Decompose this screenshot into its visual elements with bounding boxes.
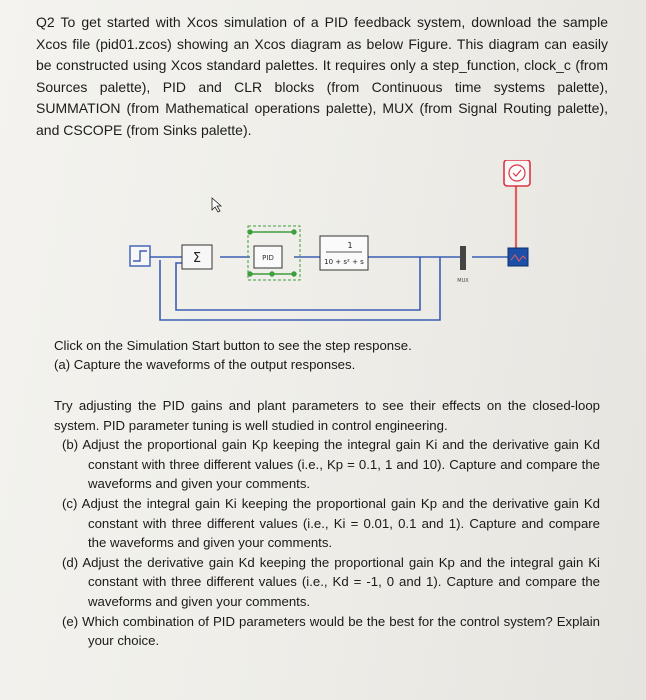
question-paragraph: Q2 To get started with Xcos simulation of a PID feedback system, download the sample Xcos file (pid01.zcos) showing an Xcos diagram as below Figure. This diagram can easily be constructed using Xcos standard palettes. It requires only a step_function, clock_c (from Sources palette), PID and CLR blocks (from Continuous time systems palette), SUMMATION (from Mathematical operations palette), MUX (from Signal Routing palette), and CSCOPE (from Sinks palette). bbox=[36, 14, 608, 138]
svg-text:1: 1 bbox=[347, 241, 353, 250]
tuning-intro: Try adjusting the PID gains and plant parameters to see their effects on the closed-loop system. PID parameter tuning is well studied in control engineering. bbox=[54, 398, 600, 433]
part-e: (e) Which combination of PID parameters would be the best for the control system? Explain your choice. bbox=[62, 613, 600, 649]
svg-text:Σ: Σ bbox=[192, 251, 202, 266]
xcos-diagram bbox=[120, 160, 540, 335]
svg-text:10 + s² + s: 10 + s² + s bbox=[324, 258, 364, 266]
cursor-icon bbox=[212, 198, 221, 212]
part-a: (a) Capture the waveforms of the output responses. bbox=[54, 357, 356, 372]
summation-block bbox=[182, 245, 212, 269]
part-b: (b) Adjust the proportional gain Kp keeping the integral gain Ki and the derivative gain Kd constant with three different values (i.e., Kp = 0.1, 1 and 10). Capture and compare the waveforms and given your comments. bbox=[62, 437, 600, 492]
simulation-instructions bbox=[54, 336, 574, 374]
tuning-section bbox=[54, 396, 600, 651]
step-function-block bbox=[130, 246, 150, 266]
part-c: (c) Adjust the integral gain Ki keeping the proportional gain Kp and the derivative gain Kd constant with three different values (i.e., Ki = 0.01, 0.1 and 1). Capture and compare the waveforms and given your comments. bbox=[62, 495, 600, 551]
clock-block bbox=[504, 160, 530, 186]
feedback-inner-wire bbox=[176, 257, 420, 310]
sim-instruction: Click on the Simulation Start button to see the step response. bbox=[54, 338, 412, 353]
mux-block bbox=[457, 246, 469, 284]
cscope-block bbox=[508, 248, 528, 266]
svg-text:MUX: MUX bbox=[457, 278, 469, 284]
part-d: (d) Adjust the derivative gain Kd keeping the proportional gain Kp and the integral gain Ki constant with three different values (i.e., Kd = -1, 0 and 1). Capture and compare the waveforms and given your comments. bbox=[62, 554, 600, 609]
clr-block bbox=[320, 236, 368, 270]
pid-block bbox=[248, 226, 300, 280]
svg-text:PID: PID bbox=[262, 254, 274, 262]
